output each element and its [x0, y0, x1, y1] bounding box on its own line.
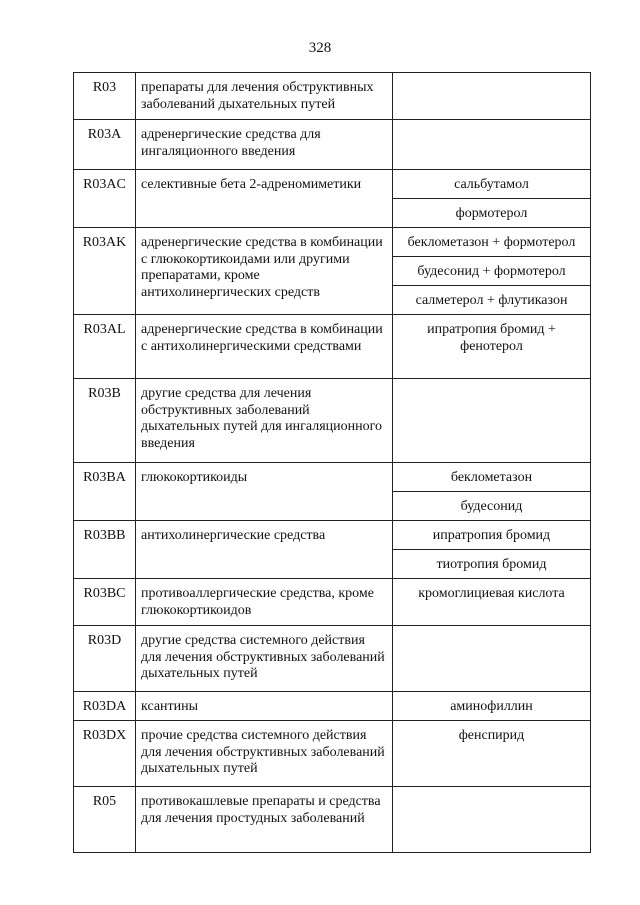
atc-code-cell: R03AL — [74, 315, 136, 379]
atc-code-cell: R03AC — [74, 170, 136, 228]
group-name-cell: прочие средства системного действия для лечения обструктивных заболеваний дыхательных путей — [136, 721, 393, 787]
atc-code-cell: R03AK — [74, 228, 136, 315]
atc-code-cell: R03DX — [74, 721, 136, 787]
group-name-cell: адренергические средства в комбинации с глюкокортикоидами или другими препаратами, кроме антихолинергических средств — [136, 228, 393, 315]
table-body — [74, 73, 591, 853]
table-row — [74, 721, 591, 787]
table-row — [74, 315, 591, 379]
drug-name-cell — [393, 787, 591, 853]
table-row — [74, 379, 591, 463]
drug-name-cell: салметерол + флутиказон — [393, 286, 591, 315]
table-row — [74, 521, 591, 550]
table-row — [74, 73, 591, 120]
group-name-cell: препараты для лечения обструктивных заболеваний дыхательных путей — [136, 73, 393, 120]
atc-code-cell: R03DA — [74, 692, 136, 721]
drug-name-cell: беклометазон + формотерол — [393, 228, 591, 257]
group-name-cell: противокашлевые препараты и средства для лечения простудных заболеваний — [136, 787, 393, 853]
drug-name-cell: ипратропия бромид — [393, 521, 591, 550]
table-row — [74, 228, 591, 257]
table-row — [74, 170, 591, 199]
drug-name-cell: беклометазон — [393, 463, 591, 492]
group-name-cell: другие средства для лечения обструктивных заболеваний дыхательных путей для ингаляционного введения — [136, 379, 393, 463]
drug-name-cell: формотерол — [393, 199, 591, 228]
group-name-cell: адренергические средства для ингаляционного введения — [136, 120, 393, 170]
table-row — [74, 579, 591, 626]
atc-code-cell: R03A — [74, 120, 136, 170]
group-name-cell: антихолинергические средства — [136, 521, 393, 579]
table-row — [74, 120, 591, 170]
table-row — [74, 626, 591, 692]
atc-code-cell: R03BA — [74, 463, 136, 521]
atc-code-cell: R03D — [74, 626, 136, 692]
group-name-cell: адренергические средства в комбинации с антихолинергическими средствами — [136, 315, 393, 379]
table-row — [74, 692, 591, 721]
group-name-cell: другие средства системного действия для лечения обструктивных заболеваний дыхательных путей — [136, 626, 393, 692]
drug-name-cell: будесонид — [393, 492, 591, 521]
group-name-cell: ксантины — [136, 692, 393, 721]
group-name-cell: противоаллергические средства, кроме глюкокортикоидов — [136, 579, 393, 626]
drug-name-cell: сальбутамол — [393, 170, 591, 199]
drug-name-cell — [393, 120, 591, 170]
atc-code-cell: R03BB — [74, 521, 136, 579]
atc-code-cell: R05 — [74, 787, 136, 853]
drug-classification-table — [73, 72, 591, 853]
group-name-cell: глюкокортикоиды — [136, 463, 393, 521]
drug-name-cell: тиотропия бромид — [393, 550, 591, 579]
drug-name-cell — [393, 379, 591, 463]
table-row — [74, 463, 591, 492]
atc-code-cell: R03 — [74, 73, 136, 120]
page-number: 328 — [308, 40, 332, 56]
atc-code-cell: R03B — [74, 379, 136, 463]
drug-name-cell: фенспирид — [393, 721, 591, 787]
drug-name-cell — [393, 626, 591, 692]
drug-name-cell — [393, 73, 591, 120]
table-row — [74, 787, 591, 853]
drug-name-cell: аминофиллин — [393, 692, 591, 721]
atc-code-cell: R03BC — [74, 579, 136, 626]
drug-name-cell: будесонид + формотерол — [393, 257, 591, 286]
group-name-cell: селективные бета 2-адреномиметики — [136, 170, 393, 228]
drug-name-cell: кромоглициевая кислота — [393, 579, 591, 626]
drug-name-cell: ипратропия бромид + фенотерол — [393, 315, 591, 379]
